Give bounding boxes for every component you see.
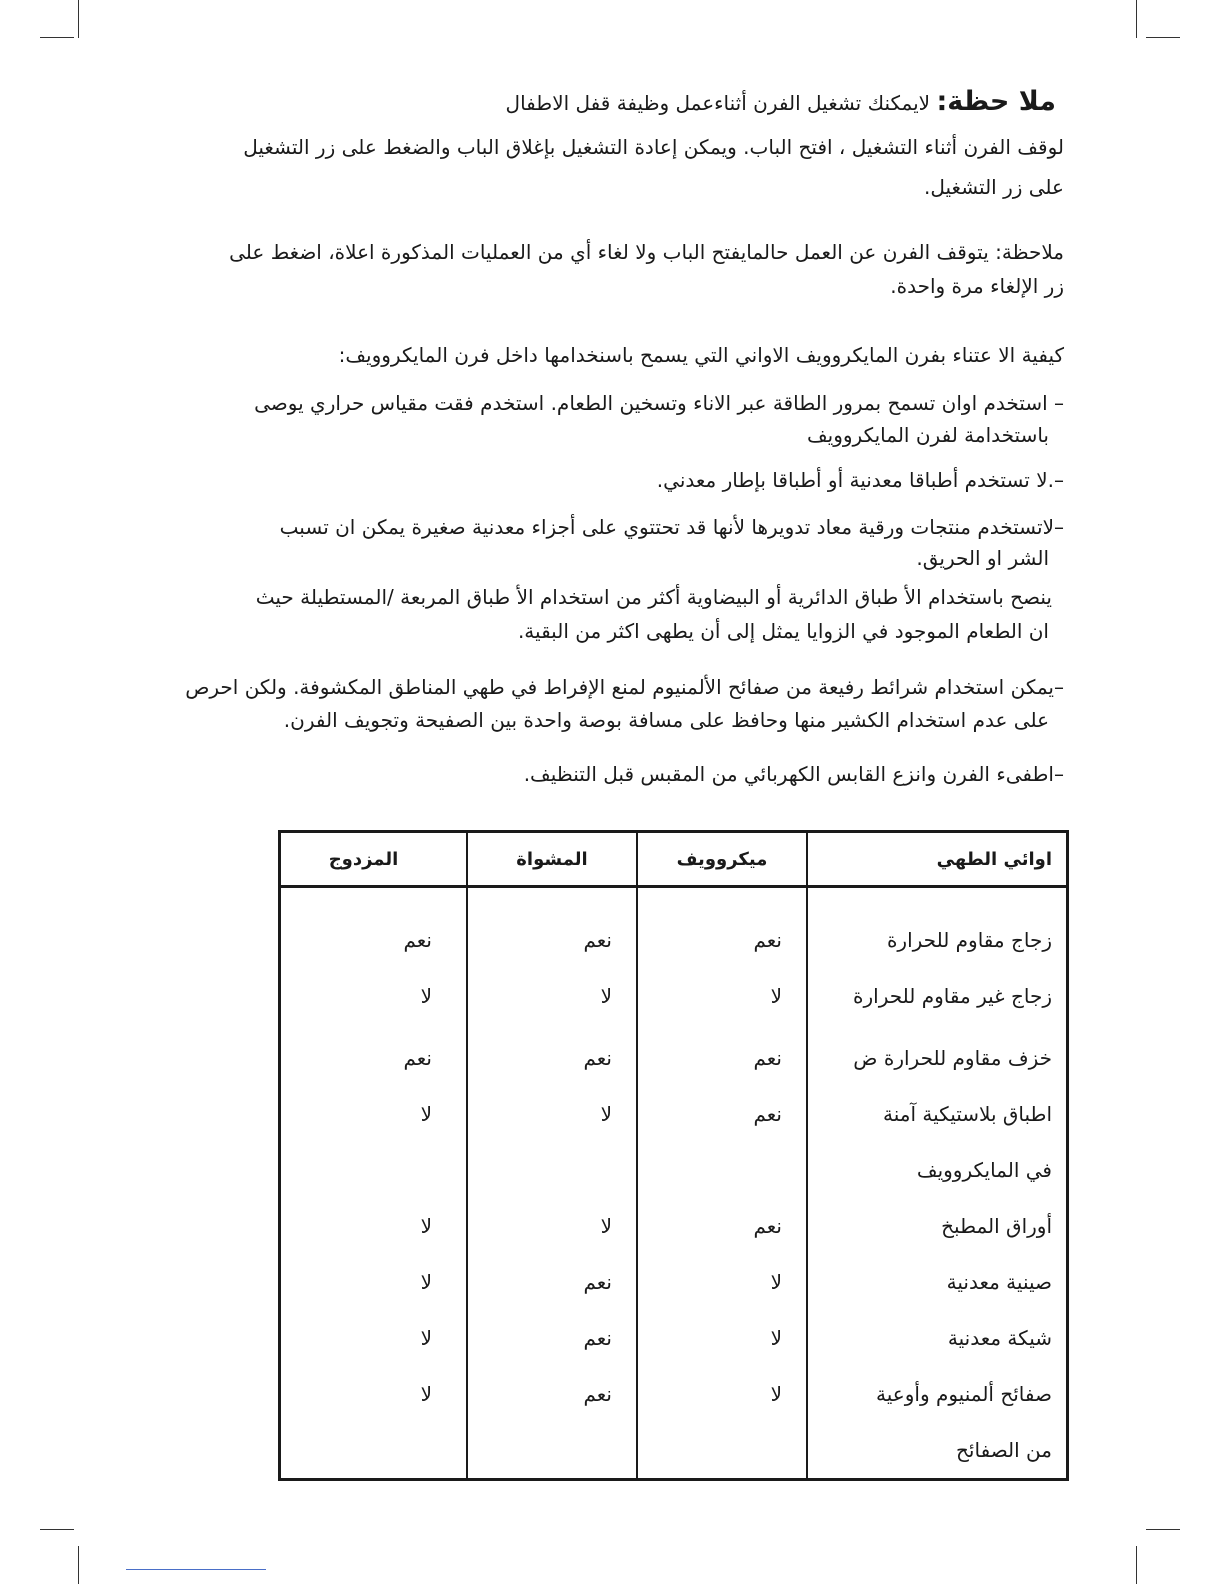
care-bullet4-line1: ينصح باستخدام الأ طباق الدائرية أو البيضاوية أكثر من استخدام الأ طباق المربعة /المستطيلة حيث — [255, 585, 1052, 609]
care-bullet4-line2: ان الطعام الموجود في الزوايا يمثل إلى أن يطهى اكثر من البقية. — [517, 619, 1049, 643]
crop-mark-bottom-left-vertical — [78, 1546, 79, 1584]
table-cell: لا — [420, 1382, 432, 1406]
care-heading: كيفية الا عتناء بفرن المايكروويف الاواني التي يسمح باسنخدامها داخل فرن المايكروويف: — [338, 343, 1064, 367]
table-cell: نعم — [403, 928, 432, 952]
care-bullet3-line1: –لاتستخدم منتجات ورقية معاد تدويرها لأنها قد تحتتوي على أجزاء معدنية صغيرة يمكن ان تسبب — [279, 515, 1064, 539]
table-cell: لا — [420, 1214, 432, 1238]
table-cell: لا — [420, 1326, 432, 1350]
table-cell: لا — [420, 984, 432, 1008]
crop-mark-bottom-left-horizontal — [40, 1529, 74, 1530]
table-cell: في المايكروويف — [916, 1158, 1052, 1182]
table-cell: نعم — [753, 1214, 782, 1238]
table-cell: أوراق المطبخ — [941, 1214, 1052, 1238]
table-header-row — [280, 832, 1068, 887]
note2-line2: زر الإلغاء مرة واحدة. — [890, 274, 1064, 298]
table-cell: لا — [770, 984, 782, 1008]
table-cell: زجاج غير مقاوم للحرارة — [853, 984, 1052, 1008]
table-cell: لا — [600, 1214, 612, 1238]
table-cell: لا — [770, 1270, 782, 1294]
table-cell: نعم — [753, 1046, 782, 1070]
header-grill: المشواة — [467, 832, 637, 887]
table-cell: نعم — [753, 928, 782, 952]
crop-mark-top-left-vertical — [78, 0, 79, 38]
note1-line2: لوقف الفرن أثناء التشغيل ، افتح الباب. ويمكن إعادة التشغيل بإغلاق الباب والضغط على زر التشغيل — [243, 135, 1064, 159]
table-cell: نعم — [583, 1382, 612, 1406]
table-cell: لا — [600, 984, 612, 1008]
note2-line1: ملاحظة: يتوقف الفرن عن العمل حالمايفتح الباب ولا لغاء أي من العمليات المذكورة اعلاة، اضغط على — [229, 240, 1064, 264]
table-cell: لا — [600, 1102, 612, 1126]
note1-lead: ملا حظة: — [936, 86, 1056, 117]
header-microwave: ميكروويف — [637, 832, 807, 887]
care-bullet1-line1: – استخدم اوان تسمح بمرور الطاقة عبر الاناء وتسخين الطعام. استخدم فقت مقياس حراري يوصى — [254, 391, 1064, 415]
table-cell: نعم — [753, 1102, 782, 1126]
crop-mark-bottom-right-horizontal — [1146, 1529, 1180, 1530]
grill-column — [467, 887, 637, 1480]
cookware-table — [278, 830, 1069, 1481]
cookware-column — [807, 887, 1068, 1480]
table-cell: خزف مقاوم للحرارة ض — [853, 1046, 1052, 1070]
care-bullet3-line2: الشر او الحريق. — [916, 546, 1049, 570]
care-bullet6: –اطفىء الفرن وانزع القابس الكهربائي من المقبس قبل التنظيف. — [523, 762, 1064, 786]
table-cell: لا — [420, 1102, 432, 1126]
note1-line3: على زر التشغيل. — [924, 175, 1064, 199]
header-cookware: اوائي الطهي — [807, 832, 1068, 887]
table-cell: نعم — [403, 1046, 432, 1070]
note1-line1 — [506, 88, 1056, 117]
table-cell: لا — [770, 1326, 782, 1350]
table-cell: من الصفائح — [956, 1438, 1052, 1462]
table-cell: صينية معدنية — [946, 1270, 1052, 1294]
care-bullet1-line2: باستخدامة لفرن المايكروويف — [806, 423, 1049, 447]
table-cell: لا — [770, 1382, 782, 1406]
care-bullet5-line2: على عدم استخدام الكشير منها وحافظ على مسافة بوصة واحدة بين الصفيحة وتجويف الفرن. — [283, 708, 1049, 732]
crop-mark-top-right-horizontal — [1146, 37, 1180, 38]
crop-mark-top-left-horizontal — [40, 37, 74, 38]
header-combination: المزدوج — [280, 832, 468, 887]
combination-column — [280, 887, 468, 1480]
care-bullet2: –.لا تستخدم أطباقا معدنية أو أطباقا بإطار معدني. — [656, 468, 1064, 492]
note1-text: لايمكنك تشغيل الفرن أثناءعمل وظيفة قفل الاطفال — [505, 91, 937, 115]
microwave-column — [637, 887, 807, 1480]
table-cell: اطباق بلاستيكية آمنة — [883, 1102, 1052, 1126]
table-cell: نعم — [583, 928, 612, 952]
table-cell: لا — [420, 1270, 432, 1294]
table-cell: نعم — [583, 1046, 612, 1070]
table-cell — [295, 1142, 432, 1198]
table-cell: زجاج مقاوم للحرارة — [886, 928, 1052, 952]
footer-rule — [126, 1569, 266, 1570]
table-cell: نعم — [583, 1270, 612, 1294]
table-cell: نعم — [583, 1326, 612, 1350]
care-bullet5-line1: –يمكن استخدام شرائط رفيعة من صفائح الألمنيوم لمنع الإفراط في طهي المناطق المكشوفة. ولكن احرص — [185, 675, 1064, 699]
table-cell — [482, 1142, 612, 1198]
table-cell — [652, 1142, 782, 1198]
crop-mark-bottom-right-vertical — [1136, 1546, 1137, 1584]
table-cell: شيكة معدنية — [947, 1326, 1052, 1350]
crop-mark-top-right-vertical — [1136, 0, 1137, 38]
table-cell: صفائح ألمنيوم وأوعية — [876, 1382, 1052, 1406]
table-row — [280, 887, 1068, 1480]
